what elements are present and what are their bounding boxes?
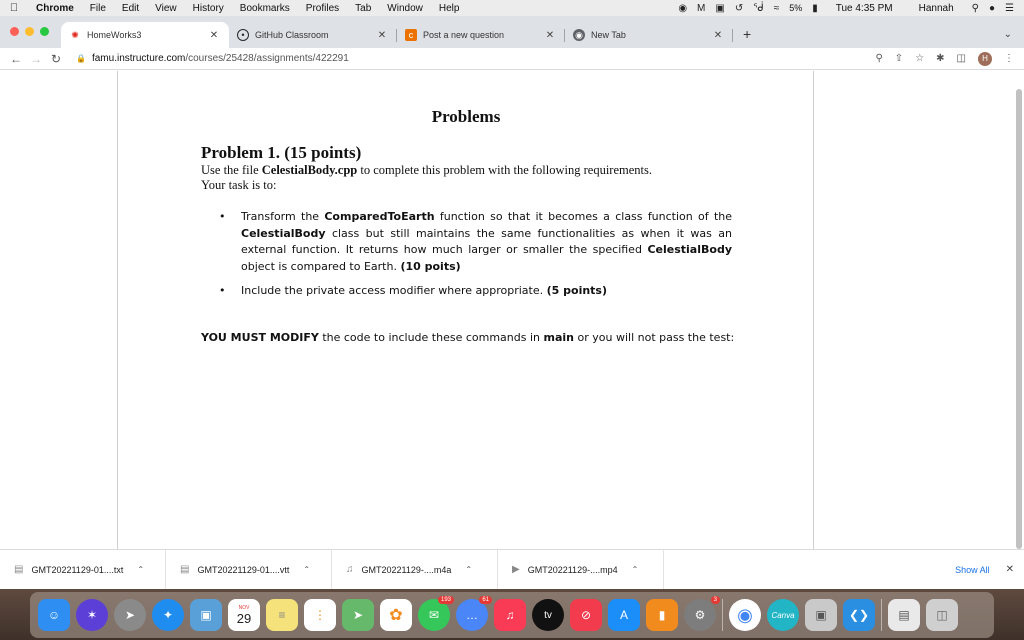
macos-menu-bar — [0, 0, 1024, 16]
canva-label: Canva — [771, 610, 795, 620]
bullet-bold: ComparedToEarth — [324, 210, 435, 223]
download-filename: GMT20221129-....m4a — [361, 564, 452, 575]
siri-menu-icon[interactable]: ● — [988, 2, 996, 14]
more-menu-icon[interactable]: ⋮ — [1004, 53, 1014, 64]
tab-label: GitHub Classroom — [255, 30, 329, 40]
note-bold: main — [543, 331, 574, 344]
close-tab-icon[interactable]: ✕ — [209, 29, 219, 41]
preferences-badge: 3 — [711, 596, 720, 604]
bullet-dot: • — [219, 210, 226, 223]
dock-separator — [881, 599, 882, 631]
menu-window[interactable]: Window — [387, 2, 423, 14]
tab-label: New Tab — [591, 30, 626, 40]
bullet-bold: (5 points) — [546, 284, 608, 297]
menu-tab[interactable]: Tab — [355, 2, 372, 14]
close-window-button[interactable] — [10, 27, 19, 36]
downloads-bar — [0, 549, 1024, 589]
fantastical-badge: 61 — [479, 596, 492, 604]
minimize-window-button[interactable] — [25, 27, 34, 36]
battery-percent[interactable]: 5% — [789, 3, 803, 13]
tab-label: HomeWorks3 — [87, 30, 142, 40]
text-file-icon: ▤ — [14, 564, 24, 575]
wifi-icon[interactable]: ≈ — [773, 2, 780, 14]
side-panel-icon[interactable]: ◫ — [956, 53, 966, 64]
books-icon[interactable]: ▮ — [646, 599, 678, 631]
menu-view[interactable]: View — [155, 2, 177, 14]
calendar-day: 29 — [236, 610, 252, 626]
user-name[interactable]: Hannah — [918, 2, 954, 14]
document-viewer — [119, 71, 813, 549]
tab-new-tab[interactable] — [565, 22, 733, 48]
music-icon[interactable]: ♫ — [494, 599, 526, 631]
close-downloads-icon[interactable]: ✕ — [1005, 564, 1014, 575]
chevron-up-icon[interactable]: ⌃ — [631, 565, 639, 574]
menu-help[interactable]: Help — [438, 2, 460, 14]
spotlight-search-icon[interactable]: ⚲ — [971, 2, 979, 14]
note-text: the code to include these commands in — [318, 331, 544, 344]
video-file-icon: ▶ — [512, 564, 520, 575]
finder-icon[interactable]: ☺ — [38, 599, 70, 631]
list-item — [219, 209, 732, 275]
problem-intro — [201, 163, 741, 193]
canvas-icon: ✺ — [71, 29, 79, 40]
tab-github-classroom[interactable] — [229, 22, 397, 48]
siri-icon[interactable]: ✶ — [76, 599, 108, 631]
window-controls — [0, 27, 61, 48]
chrome-icon: ◉ — [573, 29, 585, 41]
download-item[interactable] — [0, 550, 166, 590]
time-machine-icon[interactable]: ↺ — [734, 2, 744, 14]
chevron-up-icon[interactable]: ⌃ — [303, 565, 311, 574]
requirements-list — [219, 209, 732, 308]
menu-bookmarks[interactable]: Bookmarks — [239, 2, 290, 14]
messages-badge: 193 — [438, 596, 454, 604]
intro-text: Use the file — [201, 163, 262, 177]
notes-icon[interactable]: ≡ — [266, 599, 298, 631]
download-item[interactable] — [332, 550, 498, 590]
must-modify-note — [201, 331, 734, 344]
battery-icon[interactable]: ▮ — [812, 2, 818, 14]
vscode-icon[interactable]: ❮❯ — [843, 599, 875, 631]
close-tab-icon[interactable]: ✕ — [377, 29, 387, 41]
download-filename: GMT20221129-....mp4 — [527, 564, 618, 575]
menu-edit[interactable]: Edit — [121, 2, 140, 14]
launchpad-icon[interactable]: ➤ — [114, 599, 146, 631]
show-all-button[interactable]: Show All — [955, 564, 990, 575]
close-tab-icon[interactable]: ✕ — [545, 29, 555, 41]
profile-avatar[interactable]: H — [978, 52, 992, 66]
app-store-icon[interactable]: A — [608, 599, 640, 631]
tab-search-chevron-icon[interactable]: ⌄ — [1003, 29, 1012, 40]
bullet-text: Transform the — [241, 210, 325, 223]
scrollbar[interactable] — [1016, 89, 1022, 549]
fantastical-icon[interactable]: … 61 — [456, 599, 488, 631]
download-item[interactable] — [166, 550, 332, 590]
share-icon[interactable]: ⇧ — [894, 53, 904, 64]
bullet-text: function so that it becomes a class function of the — [434, 210, 732, 223]
problem-heading: Problem 1. (15 points) — [201, 143, 362, 162]
dock-separator — [722, 599, 723, 631]
back-arrow-icon[interactable]: ← — [10, 51, 22, 66]
right-margin — [813, 71, 1024, 549]
left-margin — [0, 71, 118, 549]
close-tab-icon[interactable]: ✕ — [713, 29, 723, 41]
photos-icon[interactable]: ✿ — [380, 599, 412, 631]
list-item — [219, 283, 732, 300]
system-preferences-icon[interactable]: ⚙ 3 — [684, 599, 716, 631]
news-icon[interactable]: ⊘ — [570, 599, 602, 631]
canva-icon[interactable] — [767, 599, 799, 631]
dock — [30, 592, 994, 638]
tab-label: Post a new question — [423, 30, 505, 40]
tab-post-question[interactable] — [397, 22, 565, 48]
address-bar[interactable] — [76, 53, 875, 64]
calendar-icon[interactable] — [228, 599, 260, 631]
toolbar-actions — [875, 52, 1024, 66]
image-capture-icon[interactable]: ▣ — [805, 599, 837, 631]
chevron-up-icon[interactable]: ⌃ — [137, 565, 145, 574]
download-filename: GMT20221129-01....vtt — [197, 564, 290, 575]
tv-label: tv — [544, 609, 552, 621]
status-area — [678, 3, 1024, 14]
safari-icon[interactable]: ✦ — [152, 599, 184, 631]
note-text: or you will not pass the test: — [574, 331, 735, 344]
control-center-icon[interactable]: ☰ — [1005, 2, 1014, 14]
browser-toolbar — [0, 48, 1024, 70]
chegg-icon: c — [405, 29, 417, 41]
forward-arrow-icon[interactable]: → — [30, 51, 42, 66]
new-tab-button[interactable]: + — [743, 26, 752, 42]
reminders-icon[interactable]: ⋮ — [304, 599, 336, 631]
menu-file[interactable]: File — [89, 2, 106, 14]
bullet-text: Include the private access modifier where appropriate. — [241, 284, 547, 297]
preview-icon[interactable]: ▣ — [190, 599, 222, 631]
download-item[interactable] — [498, 550, 664, 590]
note-bold: YOU MUST MODIFY — [201, 331, 319, 344]
bluetooth-icon[interactable]: ᖂ — [753, 2, 764, 14]
apple-menu-icon[interactable] — [0, 2, 28, 14]
url-path: /courses/25428/assignments/422291 — [185, 53, 349, 64]
extensions-puzzle-icon[interactable]: ✱ — [936, 53, 945, 64]
bullet-bold: CelestialBody — [241, 226, 326, 240]
audio-file-icon: ♫ — [346, 564, 354, 575]
gmail-status-icon[interactable]: M — [697, 2, 706, 14]
messages-icon[interactable]: ✉ 193 — [418, 599, 450, 631]
reload-icon[interactable]: ↻ — [50, 51, 62, 66]
text-file-icon: ▤ — [180, 564, 190, 575]
intro-filename: CelestialBody.cpp — [261, 163, 358, 177]
page-content — [0, 71, 1024, 549]
tv-icon[interactable] — [532, 599, 564, 631]
menu-app-name[interactable]: Chrome — [36, 2, 74, 14]
tab-separator — [732, 29, 733, 42]
screen-mirror-icon[interactable]: ▣ — [715, 2, 725, 14]
tab-homeworks3[interactable] — [61, 22, 229, 48]
github-icon: • — [237, 29, 249, 41]
grammarly-status-icon[interactable]: ◉ — [678, 2, 688, 14]
trash-icon[interactable]: ◫ — [926, 599, 958, 631]
menu-profiles[interactable]: Profiles — [305, 2, 340, 14]
chrome-app-icon[interactable]: ◉ — [729, 599, 761, 631]
intro-line2: Your task is to: — [201, 178, 277, 192]
calendar-month: NOV — [238, 604, 250, 611]
bullet-dot: • — [219, 284, 226, 297]
menu-history[interactable]: History — [192, 2, 224, 14]
zoom-search-icon[interactable]: ⚲ — [875, 53, 883, 64]
downloads-stack-icon[interactable]: ▤ — [888, 599, 920, 631]
tab-strip — [0, 16, 1024, 48]
bullet-bold: CelestialBody — [647, 243, 732, 256]
download-filename: GMT20221129-01....txt — [31, 564, 124, 575]
maps-icon[interactable]: ➤ — [342, 599, 374, 631]
intro-text: to complete this problem with the following requirements. — [357, 163, 652, 177]
bookmark-star-icon[interactable]: ☆ — [915, 53, 925, 64]
zoom-window-button[interactable] — [40, 27, 49, 36]
chevron-up-icon[interactable]: ⌃ — [465, 565, 473, 574]
bullet-text: class but still maintains the same functionalities as when it was an external function. It returns how much larger or smaller the specified — [241, 226, 732, 256]
bullet-text: object is compared to Earth. — [241, 259, 401, 273]
url-host: famu.instructure.com — [91, 53, 186, 64]
page-title: Problems — [431, 107, 501, 126]
lock-icon: 🔒 — [76, 54, 86, 63]
clock[interactable]: Tue 4:35 PM — [835, 2, 893, 14]
bullet-bold: (10 poits) — [400, 259, 461, 273]
